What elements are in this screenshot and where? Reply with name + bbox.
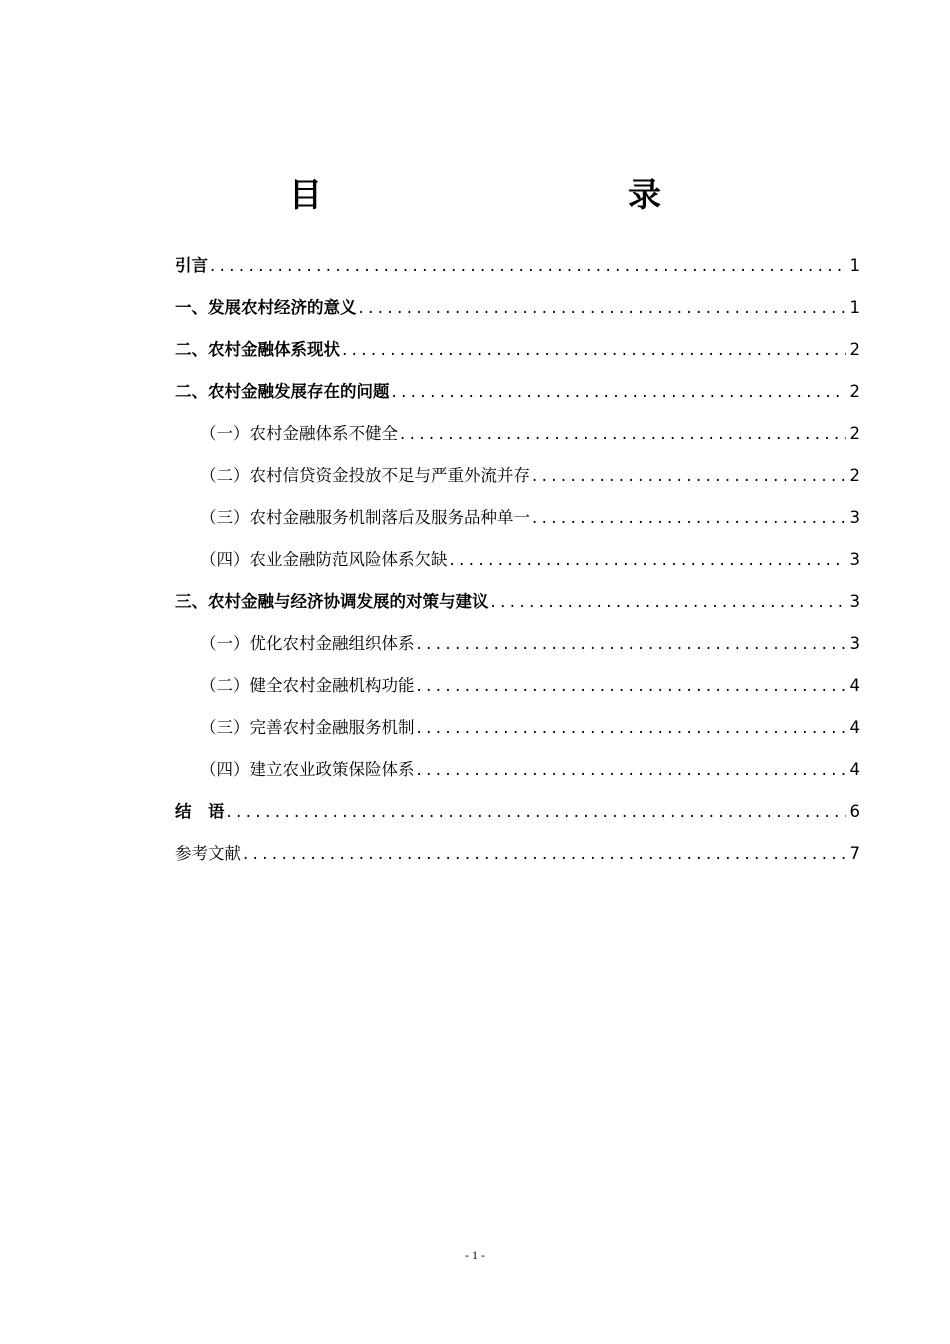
dot-leader	[400, 413, 846, 455]
dot-leader	[227, 791, 846, 833]
toc-entry-subsection[interactable]	[175, 749, 860, 791]
toc-entry-subsection[interactable]	[175, 413, 860, 455]
dot-leader	[342, 329, 846, 371]
toc-entry-title: （三）农村金融服务机制落后及服务品种单一	[200, 508, 530, 527]
dot-leader	[532, 455, 846, 497]
dot-leader	[417, 623, 846, 665]
toc-entry-subsection[interactable]	[175, 707, 860, 749]
table-of-contents	[175, 245, 860, 875]
toc-entry-title: （一）优化农村金融组织体系	[200, 634, 415, 653]
toc-entry-subsection[interactable]	[175, 623, 860, 665]
dot-leader	[491, 581, 846, 623]
toc-entry-subsection[interactable]	[175, 497, 860, 539]
toc-entry-references[interactable]	[175, 833, 860, 875]
dot-leader	[210, 245, 846, 287]
toc-entry-title: 一、发展农村经济的意义	[175, 298, 357, 317]
toc-page-number: 2	[849, 382, 860, 401]
toc-page-number: 7	[849, 844, 860, 863]
toc-entry-title: （二）健全农村金融机构功能	[200, 676, 415, 695]
toc-entry-subsection[interactable]	[175, 665, 860, 707]
toc-entry-title: （二）农村信贷资金投放不足与严重外流并存	[200, 466, 530, 485]
dot-leader	[417, 665, 846, 707]
toc-entry-section-2[interactable]	[175, 329, 860, 371]
toc-page-number: 3	[849, 508, 860, 527]
toc-page-number: 2	[849, 424, 860, 443]
toc-page-number: 4	[849, 760, 860, 779]
page-title: 目 录	[289, 175, 741, 214]
toc-page-number: 6	[849, 802, 860, 821]
toc-entry-introduction[interactable]	[175, 245, 860, 287]
toc-entry-subsection[interactable]	[175, 539, 860, 581]
toc-entry-title: （四）建立农业政策保险体系	[200, 760, 415, 779]
toc-page-number: 4	[849, 676, 860, 695]
toc-entry-subsection[interactable]	[175, 455, 860, 497]
toc-entry-title: （三）完善农村金融服务机制	[200, 718, 415, 737]
toc-entry-section-1[interactable]	[175, 287, 860, 329]
toc-entry-title: 三、农村金融与经济协调发展的对策与建议	[175, 592, 489, 611]
toc-entry-section-2b[interactable]	[175, 371, 860, 413]
dot-leader	[243, 833, 846, 875]
dot-leader	[392, 371, 846, 413]
toc-entry-title: 引言	[175, 256, 208, 275]
toc-page-number: 1	[849, 298, 860, 317]
toc-page-number: 4	[849, 718, 860, 737]
toc-page-number: 3	[849, 592, 860, 611]
toc-page-number: 2	[849, 466, 860, 485]
toc-entry-conclusion[interactable]	[175, 791, 860, 833]
toc-entry-title: 二、农村金融体系现状	[175, 340, 340, 359]
dot-leader	[417, 749, 846, 791]
dot-leader	[417, 707, 846, 749]
dot-leader	[450, 539, 846, 581]
dot-leader	[532, 497, 846, 539]
toc-entry-title: 二、农村金融发展存在的问题	[175, 382, 390, 401]
toc-page-number: 3	[849, 550, 860, 569]
toc-page-number: 1	[849, 256, 860, 275]
toc-entry-title: 结 语	[175, 802, 225, 821]
dot-leader	[359, 287, 846, 329]
toc-entry-section-3[interactable]	[175, 581, 860, 623]
toc-page-number: 3	[849, 634, 860, 653]
toc-page-number: 2	[849, 340, 860, 359]
toc-entry-title: （一）农村金融体系不健全	[200, 424, 398, 443]
toc-entry-title: （四）农业金融防范风险体系欠缺	[200, 550, 448, 569]
page-number-footer: - 1 -	[465, 1248, 485, 1262]
toc-entry-title: 参考文献	[175, 844, 241, 863]
